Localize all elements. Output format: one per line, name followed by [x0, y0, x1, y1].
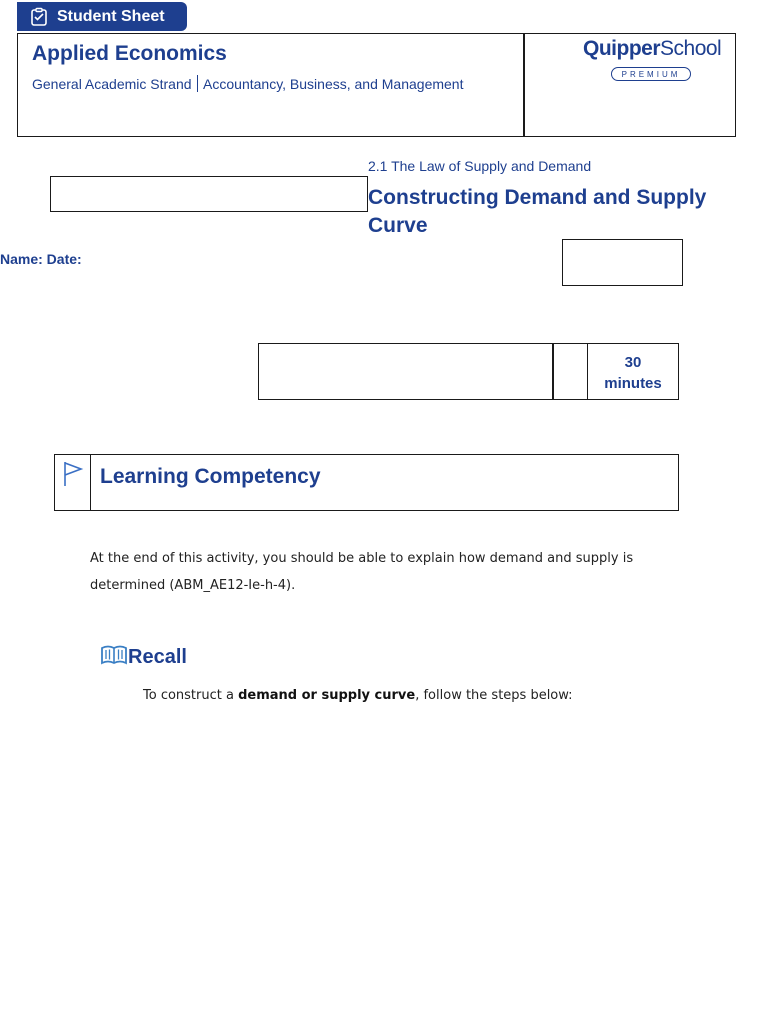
recall-body-prefix: To construct a — [143, 688, 239, 703]
recall-body-bold: demand or supply curve — [238, 688, 416, 703]
time-divider — [552, 343, 554, 400]
tab-label: Student Sheet — [57, 7, 165, 25]
recall-body-suffix: , follow the steps below: — [415, 688, 573, 703]
recall-title: Recall — [128, 646, 187, 668]
premium-badge: PREMIUM — [611, 67, 691, 81]
blank-score-box — [562, 239, 683, 286]
checklist-icon — [29, 7, 49, 27]
competency-divider — [90, 454, 91, 511]
time-value: 30 — [624, 354, 642, 371]
activity-title: Constructing Demand and Supply Curve — [368, 186, 707, 237]
logo-brand-light: School — [660, 37, 722, 60]
logo-brand-bold: Quipper — [583, 37, 661, 60]
blank-field-box — [50, 176, 368, 212]
name-date-label: Name: Date: — [0, 251, 82, 267]
time-unit: minutes — [604, 375, 662, 392]
strand-label: General Academic Strand — [32, 76, 192, 92]
quipper-logo — [583, 37, 721, 61]
track-label: Accountancy, Business, and Management — [203, 76, 464, 92]
lesson-reference: 2.1 The Law of Supply and Demand — [368, 158, 592, 174]
strand-separator — [197, 75, 199, 92]
time-allotment — [589, 352, 677, 394]
book-icon — [100, 644, 128, 666]
strand-line — [32, 75, 463, 92]
header-divider — [523, 33, 525, 137]
subject-title: Applied Economics — [32, 42, 227, 65]
competency-body: At the end of this activity, you should be able to explain how demand and supply is determined (ABM_AE12-Ie-h-4). — [90, 551, 634, 593]
student-sheet-tab — [17, 2, 187, 31]
flag-icon — [62, 460, 84, 488]
competency-title: Learning Competency — [100, 465, 321, 488]
recall-body — [143, 688, 573, 703]
time-divider — [587, 343, 588, 400]
